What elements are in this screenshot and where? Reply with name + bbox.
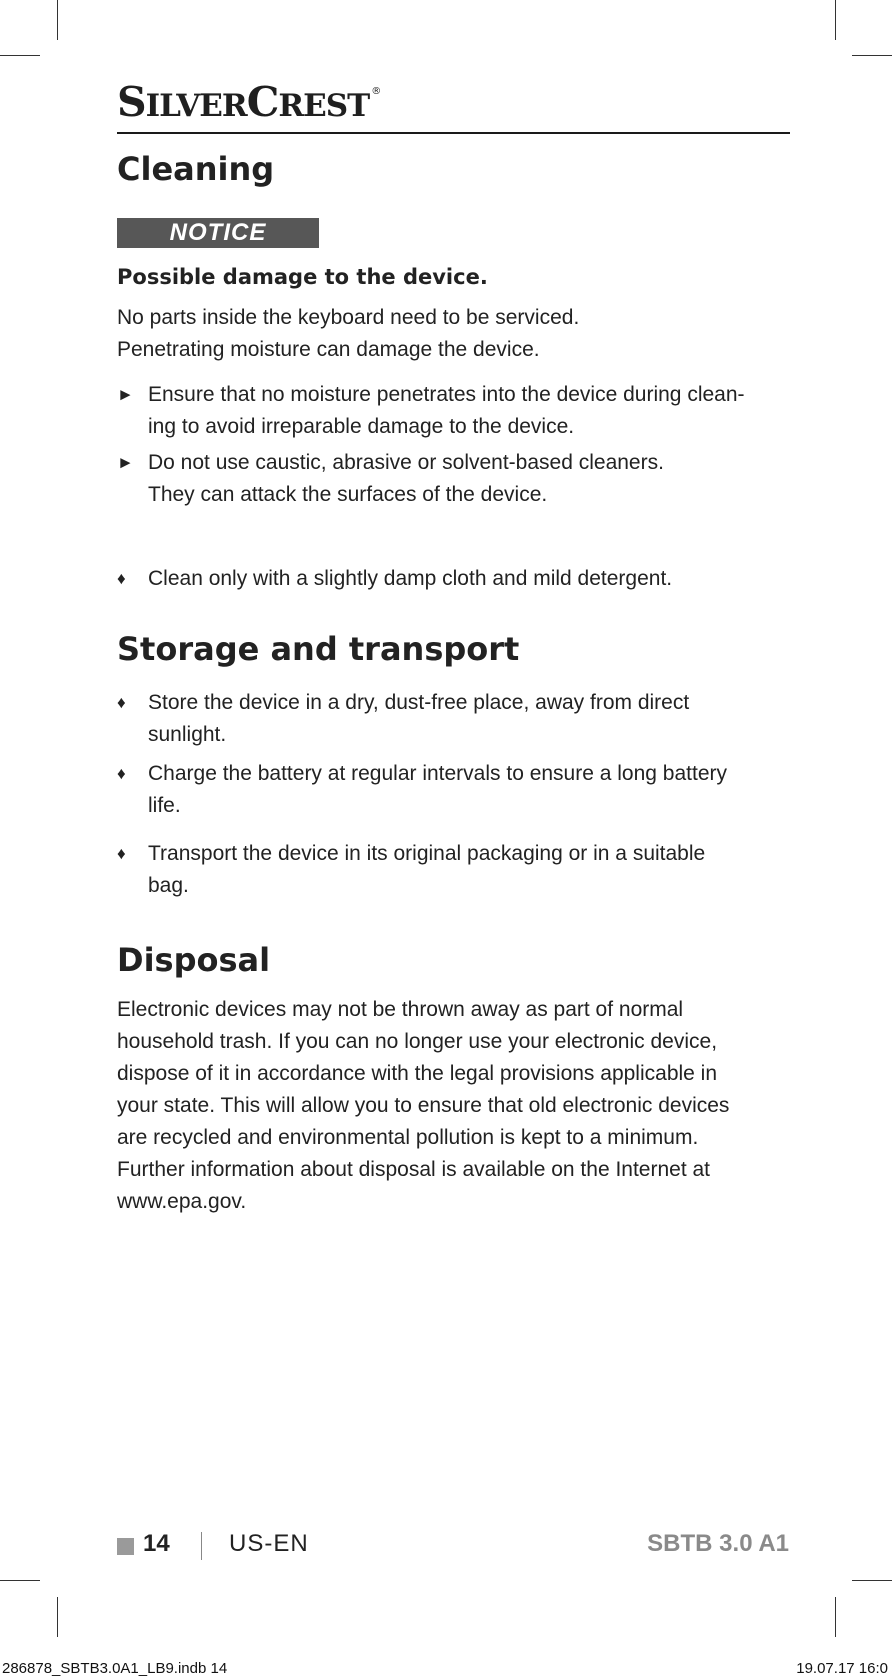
- diamond-bullet-icon: ♦: [117, 569, 126, 588]
- item-line-2: ing to avoid irreparable damage to the device.: [148, 415, 575, 438]
- item-line-1: Do not use caustic, abrasive or solvent-based cleaners.: [148, 451, 664, 474]
- diamond-list-item: [117, 687, 797, 751]
- print-slug-file: 286878_SBTB3.0A1_LB9.indb 14: [2, 1660, 228, 1677]
- item-line-1: Transport the device in its original packaging or in a suitable: [148, 842, 706, 865]
- item-text: Clean only with a slightly damp cloth and mild detergent.: [148, 567, 673, 590]
- page-number: 14: [143, 1530, 170, 1557]
- crop-mark: [835, 0, 836, 40]
- disposal-line: are recycled and environmental pollution is kept to a minimum.: [117, 1126, 699, 1149]
- item-line-1: Store the device in a dry, dust-free place, away from direct: [148, 691, 690, 714]
- intro-line-1: No parts inside the keyboard need to be serviced.: [117, 306, 580, 329]
- disposal-line: dispose of it in accordance with the legal provisions applicable in: [117, 1062, 718, 1085]
- storage-heading: Storage and transport: [117, 630, 520, 668]
- notice-badge: NOTICE: [117, 218, 319, 248]
- crop-mark: [57, 0, 58, 40]
- crop-mark: [0, 55, 40, 56]
- cleaning-heading: Cleaning: [117, 150, 275, 188]
- arrow-icon: ►: [117, 385, 134, 404]
- arrow-icon: ►: [117, 453, 134, 472]
- footer-square-icon: [117, 1538, 134, 1555]
- arrow-list-item: [117, 447, 797, 511]
- diamond-bullet-icon: ♦: [117, 693, 126, 712]
- arrow-list-item: [117, 379, 797, 443]
- print-slug-date: 19.07.17 16:0: [796, 1660, 888, 1677]
- disposal-line: Electronic devices may not be thrown away as part of normal: [117, 998, 684, 1021]
- header-rule: [117, 132, 790, 134]
- item-line-2: sunlight.: [148, 723, 227, 746]
- silvercrest-logo: [117, 78, 381, 126]
- crop-mark: [0, 1580, 40, 1581]
- diamond-list-item: [117, 838, 797, 902]
- disposal-line: Further information about disposal is available on the Internet at: [117, 1158, 711, 1181]
- diamond-bullet-icon: ♦: [117, 764, 126, 783]
- disposal-paragraph: [117, 994, 797, 1218]
- item-line-2: life.: [148, 794, 181, 817]
- item-line-2: bag.: [148, 874, 189, 897]
- disposal-heading: Disposal: [117, 941, 271, 979]
- logo-part2: CREST: [246, 78, 370, 126]
- item-line-1: Ensure that no moisture penetrates into the device during clean-: [148, 383, 745, 406]
- registered-mark: ®: [371, 86, 381, 97]
- language-code: US-EN: [229, 1530, 309, 1557]
- crop-mark: [57, 1597, 58, 1637]
- crop-mark: [852, 55, 892, 56]
- item-line-2: They can attack the surfaces of the device.: [148, 483, 548, 506]
- footer-divider: [201, 1532, 202, 1560]
- item-line-1: Charge the battery at regular intervals to ensure a long battery: [148, 762, 727, 785]
- diamond-list-item: [117, 758, 797, 822]
- disposal-line: household trash. If you can no longer use your electronic device,: [117, 1030, 718, 1053]
- intro-line-2: Penetrating moisture can damage the device.: [117, 338, 540, 361]
- disposal-line: your state. This will allow you to ensure that old electronic devices: [117, 1094, 730, 1117]
- crop-mark: [852, 1580, 892, 1581]
- model-number: SBTB 3.0 A1: [647, 1530, 789, 1557]
- diamond-bullet-icon: ♦: [117, 844, 126, 863]
- crop-mark: [835, 1597, 836, 1637]
- damage-warning-title: Possible damage to the device.: [117, 265, 488, 289]
- diamond-list-item: [117, 563, 797, 595]
- logo-part1: SILVER: [117, 78, 247, 126]
- disposal-line: www.epa.gov.: [117, 1190, 247, 1213]
